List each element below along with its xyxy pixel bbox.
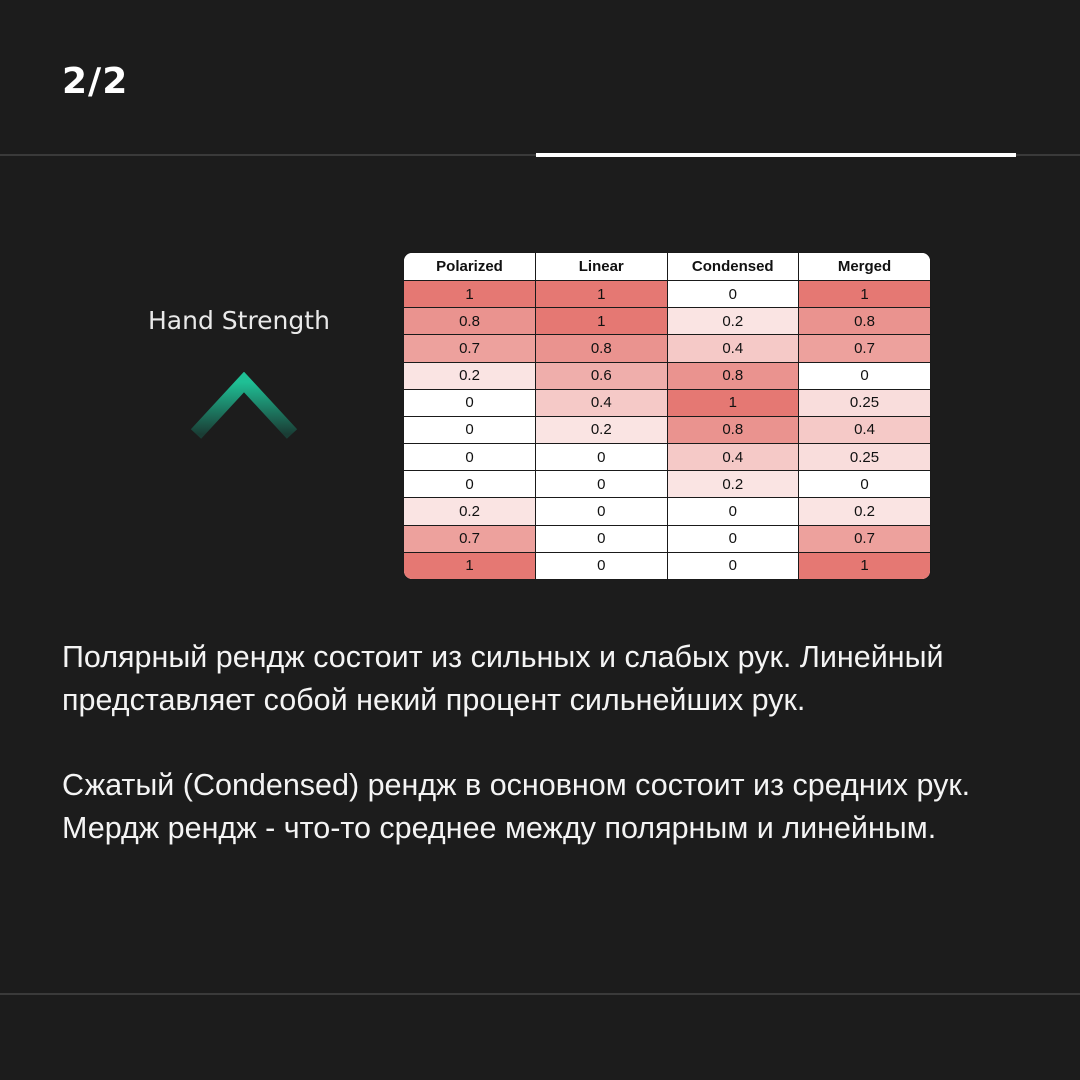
table-cell: 1 [799,281,931,308]
table-row [404,525,930,552]
table-cell: 0.8 [404,308,536,335]
table-row [404,444,930,471]
table-cell: 1 [536,308,668,335]
bottom-divider [0,993,1080,995]
table-cell: 0 [799,471,931,498]
column-header-linear: Linear [536,253,668,281]
table-cell: 1 [404,281,536,308]
table-cell: 0 [404,444,536,471]
progress-fill [536,153,1016,157]
table-cell: 0 [536,444,668,471]
table-cell: 0 [404,389,536,416]
table-row [404,308,930,335]
table-cell: 0.2 [404,362,536,389]
table-row [404,471,930,498]
table-cell: 0.7 [404,335,536,362]
table-cell: 0 [799,362,931,389]
table-cell: 0.2 [667,308,799,335]
description-paragraph-2: Сжатый (Condensed) рендж в основном состоит из средних рук. Мердж рендж - что-то среднее между полярным и линейным. [62,768,971,845]
description-paragraph-1: Полярный рендж состоит из сильных и слабых рук. Линейный представляет собой некий процент сильнейших рук. [62,640,944,717]
column-header-merged: Merged [799,253,931,281]
table-cell: 0 [404,471,536,498]
table-cell: 0.7 [799,335,931,362]
table-row [404,416,930,443]
page-counter: 2/2 [62,61,129,102]
table-cell: 0 [667,498,799,525]
table-row [404,552,930,579]
table-cell: 0.25 [799,389,931,416]
table-cell: 1 [667,389,799,416]
table-cell: 0 [536,525,668,552]
table-cell: 0.8 [799,308,931,335]
arrow-up-icon [188,372,300,532]
table-cell: 0 [404,416,536,443]
table-cell: 0.4 [667,444,799,471]
table-cell: 0.8 [667,362,799,389]
table-cell: 0.4 [667,335,799,362]
table-row [404,281,930,308]
table-cell: 0.7 [404,525,536,552]
table-cell: 0.2 [667,471,799,498]
table-cell: 0 [667,552,799,579]
table-cell: 0.2 [404,498,536,525]
table-cell: 1 [404,552,536,579]
table-cell: 0.8 [667,416,799,443]
table-cell: 0.7 [799,525,931,552]
table-header-row [404,253,930,281]
column-header-polarized: Polarized [404,253,536,281]
table-cell: 0.6 [536,362,668,389]
table-cell: 0.8 [536,335,668,362]
table-cell: 1 [536,281,668,308]
table-cell: 1 [799,552,931,579]
table-cell: 0 [667,525,799,552]
description-text [62,636,1022,892]
table-cell: 0.2 [536,416,668,443]
table-row [404,335,930,362]
table-cell: 0.4 [536,389,668,416]
table-row [404,498,930,525]
table-cell: 0.4 [799,416,931,443]
table-cell: 0.25 [799,444,931,471]
table-cell: 0 [536,552,668,579]
table-cell: 0 [536,471,668,498]
table-row [404,362,930,389]
table-cell: 0 [667,281,799,308]
hand-strength-label: Hand Strength [148,306,330,335]
table-cell: 0.2 [799,498,931,525]
range-table [403,252,931,580]
table-cell: 0 [536,498,668,525]
column-header-condensed: Condensed [667,253,799,281]
table-row [404,389,930,416]
